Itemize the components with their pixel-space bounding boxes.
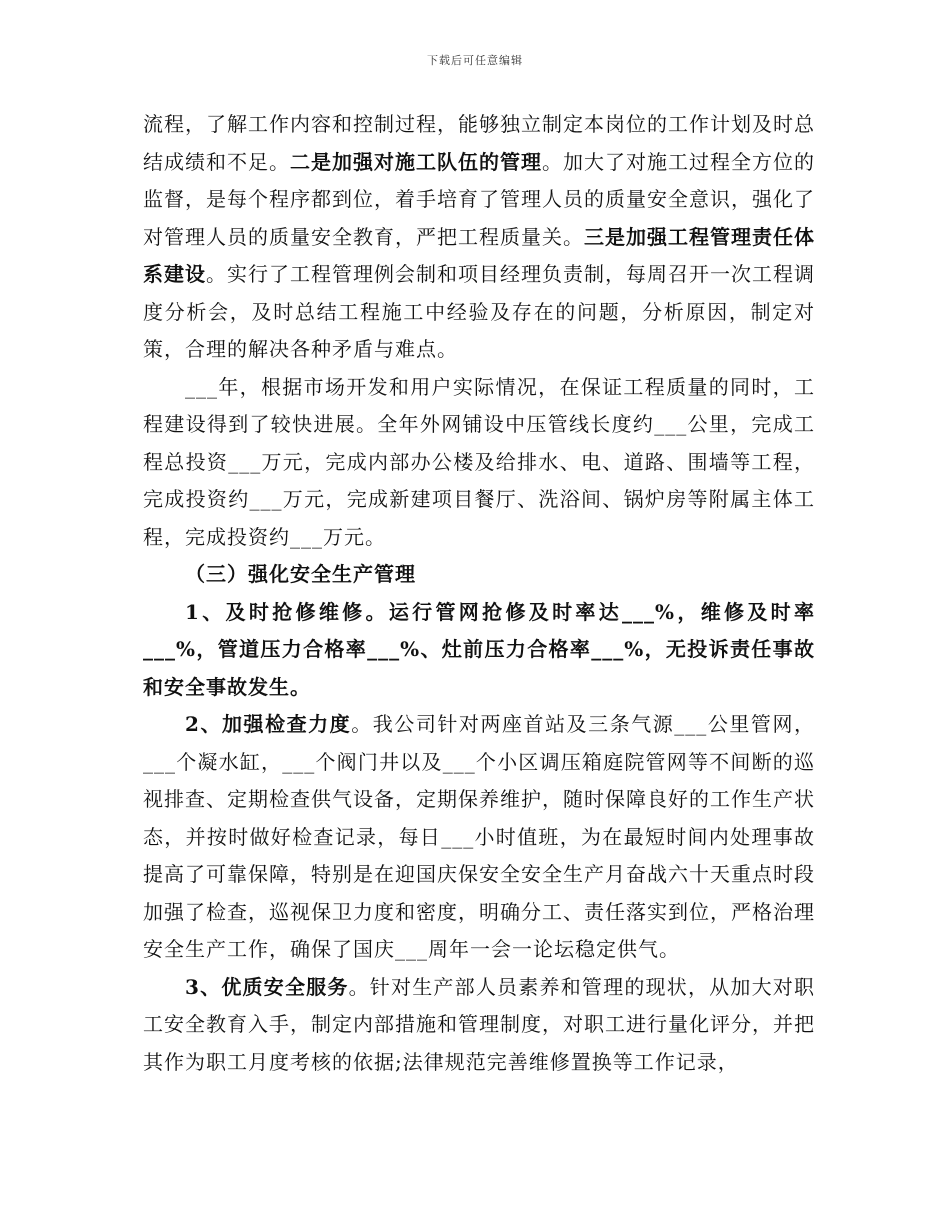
text-run-bold: （三）强化安全生产管理 (185, 562, 416, 586)
paragraph-management-continued (143, 106, 815, 369)
text-run: ___年，根据市场开发和用户实际情况，在保证工程质量的同时，工程建设得到了较快进展。全年外网铺设中压管线长度约___公里，完成工程总投资___万元，完成内部办公楼及给排水、电、道路、围墙等工程，完成投资约___万元，完成新建项目餐厅、洗浴间、锅炉房等附属主体工程，完成投资约___万元。 (143, 374, 815, 549)
text-run-bold: 二是加强对施工队伍的管理 (290, 149, 542, 174)
paragraph-inspection (143, 706, 815, 969)
text-run: 。实行了工程管理例会制和项目经理负责制，每周召开一次工程调度分析会，及时总结工程施工中经验及存在的问题，分析原因，制定对策，合理的解决各种矛盾与难点。 (143, 262, 815, 361)
text-run-bold: 3、优质安全服务 (185, 974, 349, 999)
paragraph-service (143, 969, 815, 1082)
text-run: 。我公司针对两座首站及三条气源___公里管网，___个凝水缸，___个阀门井以及___个小区调压箱庭院管网等不间断的巡视排查、定期检查供气设备，定期保养维护，随时保障良好的工作生产状态，并按时做好检查记录，每日___小时值班，为在最短时间内处理事故提高了可靠保障，特别是在迎国庆保安全安全生产月奋战六十天重点时段加强了检查，巡视保卫力度和密度，明确分工、责任落实到位，严格治理安全生产工作，确保了国庆___周年一会一论坛稳定供气。 (143, 712, 816, 961)
text-run-bold: 1、及时抢修维修。运行管网抢修及时率达___%，维修及时率___%，管道压力合格率___%、灶前压力合格率___%，无投诉责任事故和安全事故发生。 (143, 599, 815, 699)
paragraph-construction-progress (143, 369, 815, 557)
text-run: 。针对生产部人员素养和管理的现状，从加大对职工安全教育入手，制定内部措施和管理制度，对职工进行量化评分，并把其作为职工月度考核的依据;法律规范完善维修置换等工作记录， (143, 974, 815, 1074)
paragraph-repair (143, 594, 815, 707)
text-run-bold: 三是加强工程管理责任体系建设 (143, 224, 815, 286)
text-run: 流程，了解工作内容和控制过程，能够独立制定本岗位的工作计划及时总结成绩和不足。 (143, 112, 815, 174)
text-run-bold: 2、加强检查力度 (185, 712, 352, 736)
text-run: 。加大了对施工过程全方位的监督，是每个程序都到位，着手培育了管理人员的质量安全意识，强化了对管理人员的质量安全教育，严把工程质量关。 (143, 149, 815, 249)
page-header: 下载后可任意编辑 (427, 54, 523, 67)
document-body (143, 106, 815, 1081)
section-heading-safety (143, 556, 815, 594)
